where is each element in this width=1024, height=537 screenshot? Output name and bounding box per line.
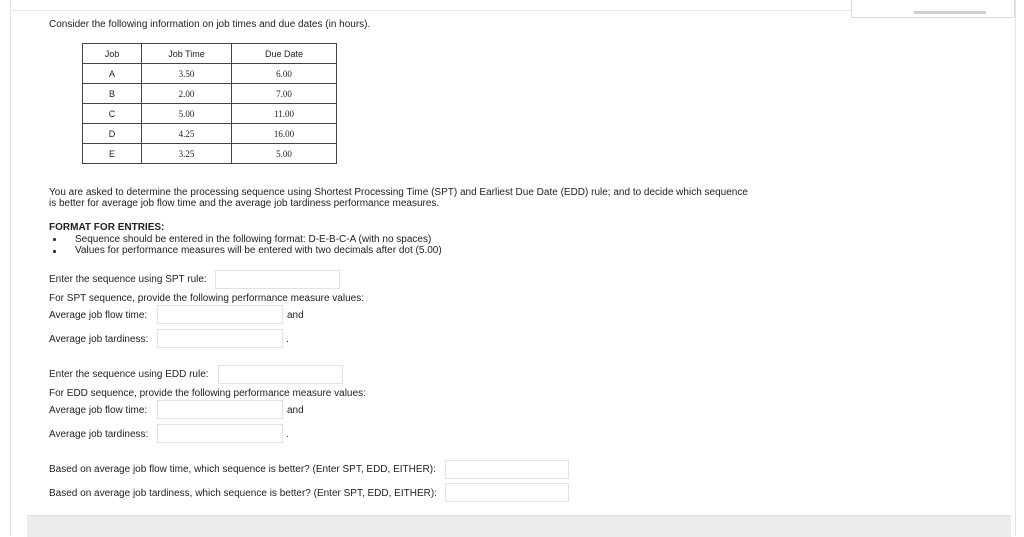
bullet-icon bbox=[53, 238, 56, 241]
tardiness-better-input[interactable] bbox=[445, 483, 569, 502]
cell-job: E bbox=[83, 144, 142, 164]
spt-tardiness-input[interactable] bbox=[157, 329, 283, 348]
cell-job-time: 3.50 bbox=[142, 64, 232, 84]
spt-period: . bbox=[286, 334, 289, 345]
tardiness-better-question: Based on average job tardiness, which sequence is better? (Enter SPT, EDD, EITHER): bbox=[49, 488, 437, 499]
cell-due-date: 16.00 bbox=[232, 124, 337, 144]
spt-flow-label: Average job flow time: bbox=[49, 310, 148, 321]
cell-due-date: 11.00 bbox=[232, 104, 337, 124]
edd-flow-label: Average job flow time: bbox=[49, 405, 148, 416]
header-due-date: Due Date bbox=[232, 44, 337, 64]
table-row bbox=[83, 64, 337, 84]
task-text-line-2: is better for average job flow time and the average job tardiness performance measures. bbox=[49, 198, 440, 209]
cell-job: C bbox=[83, 104, 142, 124]
table-header-row bbox=[83, 44, 337, 64]
flow-better-input[interactable] bbox=[445, 460, 569, 479]
edd-sequence-input[interactable] bbox=[218, 365, 343, 384]
cell-job-time: 5.00 bbox=[142, 104, 232, 124]
bullet-icon bbox=[53, 250, 56, 253]
table-row bbox=[83, 124, 337, 144]
spt-tardiness-label: Average job tardiness: bbox=[49, 334, 149, 345]
flow-better-question: Based on average job flow time, which sequence is better? (Enter SPT, EDD, EITHER): bbox=[49, 464, 436, 475]
cell-job-time: 4.25 bbox=[142, 124, 232, 144]
edd-tardiness-label: Average job tardiness: bbox=[49, 429, 149, 440]
cell-due-date: 7.00 bbox=[232, 84, 337, 104]
top-corner-bar bbox=[914, 11, 986, 14]
cell-job: D bbox=[83, 124, 142, 144]
table-row bbox=[83, 144, 337, 164]
edd-intro: For EDD sequence, provide the following performance measure values: bbox=[49, 388, 366, 399]
spt-and-text: and bbox=[287, 310, 304, 321]
spt-flow-input[interactable] bbox=[157, 305, 283, 324]
job-table bbox=[82, 43, 337, 164]
edd-tardiness-input[interactable] bbox=[157, 424, 283, 443]
table-row bbox=[83, 104, 337, 124]
bottom-toolbar bbox=[27, 515, 1011, 537]
header-job-time: Job Time bbox=[142, 44, 232, 64]
cell-job-time: 2.00 bbox=[142, 84, 232, 104]
spt-intro: For SPT sequence, provide the following performance measure values: bbox=[49, 293, 364, 304]
intro-text: Consider the following information on job times and due dates (in hours). bbox=[49, 19, 371, 30]
edd-flow-input[interactable] bbox=[157, 400, 283, 419]
edd-sequence-label: Enter the sequence using EDD rule: bbox=[49, 369, 209, 380]
spt-sequence-input[interactable] bbox=[215, 270, 340, 289]
spt-sequence-label: Enter the sequence using SPT rule: bbox=[49, 274, 207, 285]
cell-job: B bbox=[83, 84, 142, 104]
task-text-line-1: You are asked to determine the processing sequence using Shortest Processing Time (SPT) and Earliest Due Date (EDD) rule; and to decide which sequence bbox=[49, 187, 748, 198]
format-bullet-1: Sequence should be entered in the following format: D-E-B-C-A (with no spaces) bbox=[75, 234, 432, 245]
cell-job: A bbox=[83, 64, 142, 84]
edd-period: . bbox=[286, 429, 289, 440]
cell-due-date: 6.00 bbox=[232, 64, 337, 84]
cell-job-time: 3.25 bbox=[142, 144, 232, 164]
format-heading: FORMAT FOR ENTRIES: bbox=[49, 222, 165, 233]
top-corner-panel bbox=[851, 0, 1015, 18]
cell-due-date: 5.00 bbox=[232, 144, 337, 164]
edd-and-text: and bbox=[287, 405, 304, 416]
format-bullet-2: Values for performance measures will be entered with two decimals after dot (5.00) bbox=[75, 245, 442, 256]
header-job: Job bbox=[83, 44, 142, 64]
table-row bbox=[83, 84, 337, 104]
